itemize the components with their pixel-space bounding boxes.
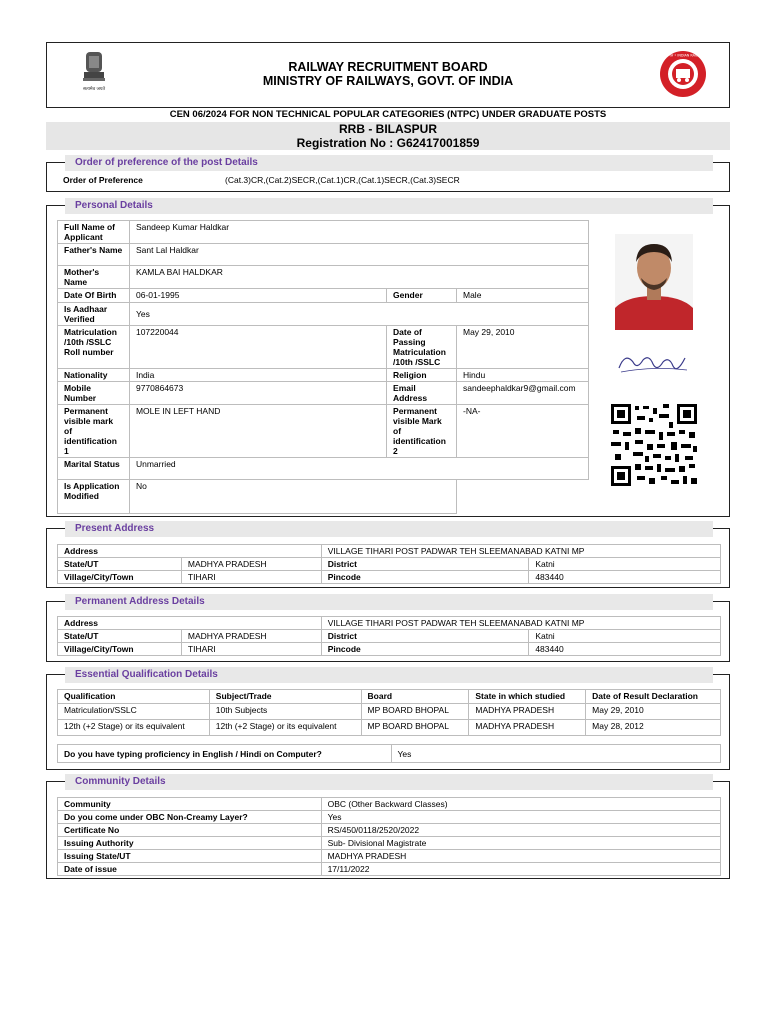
qr-code: [609, 402, 699, 488]
personal-table: Full Name of Applicant Sandeep Kumar Haldkar Father's Name Sant Lal Haldkar Mother's Name KAMLA BAI HALDKAR Date Of Birth 06-01-1995 Gender Male Is Aadhaar Verified Yes Matriculation /10th /SSLC Roll number 107220044 Date of Passing Matriculation /10th /SSLC May 29, 2010 Nationality India Religion Hindu Mobile Number 9770864673 Email Address sandeephaldkar9@gmail.com Permanent visible mark of identification 1 MOLE IN LEFT HAND Permanent visible Mark of identification 2 -NA- Marital Status Unmarried Is Application Modified No: [57, 220, 589, 514]
applicant-photo: [615, 234, 693, 330]
typing-table: Do you have typing proficiency in English / Hindi on Computer? Yes: [57, 744, 721, 763]
svg-text:सत्यमेव जयते: सत्यमेव जयते: [82, 87, 106, 92]
rrb-name: RRB - BILASPUR: [339, 122, 437, 136]
qualification-section: [46, 669, 730, 770]
section-title: Present Address: [65, 521, 713, 537]
table-row: Community OBC (Other Backward Classes): [58, 798, 721, 811]
section-title: Permanent Address Details: [65, 594, 713, 610]
registration-number: Registration No : G62417001859: [296, 136, 480, 150]
permanent-address-section: [46, 596, 730, 662]
community-section: [46, 776, 730, 879]
preference-section: [46, 157, 730, 192]
table-row: Do you come under OBC Non-Creamy Layer? Yes: [58, 811, 721, 824]
board-title: RAILWAY RECRUITMENT BOARD: [288, 60, 488, 74]
section-title: Essential Qualification Details: [65, 667, 713, 683]
present-address-section: [46, 523, 730, 588]
table-row: Certificate No RS/450/0118/2520/2022: [58, 824, 721, 837]
preference-value: (Cat.3)CR,(Cat.2)SECR,(Cat.1)CR,(Cat.1)SECR,(Cat.3)SECR: [225, 175, 460, 185]
table-row: Matriculation/SSLC 10th Subjects MP BOARD BHOPAL MADHYA PRADESH May 29, 2010: [58, 704, 721, 720]
section-title: Community Details: [65, 774, 713, 790]
document-header: [46, 42, 730, 108]
qualification-table: Qualification Subject/Trade Board State in which studied Date of Result Declaration Matriculation/SSLC 10th Subjects MP BOARD BHOPAL MADHYA PRADESH May 29, 2010 12th (+2 Stage) or its equivalent 12th (+2 Stage) or its equivalent MP BOARD BHOPAL MADHYA PRADESH May 28, 2012: [57, 689, 721, 736]
svg-text:भारतीय रेल • INDIAN RAILWAYS: भारतीय रेल • INDIAN RAILWAYS: [659, 53, 707, 58]
indian-railways-logo-icon: [659, 50, 707, 98]
table-row: Date of issue 17/11/2022: [58, 863, 721, 876]
ministry-title: MINISTRY OF RAILWAYS, GOVT. OF INDIA: [262, 74, 514, 88]
personal-section: [46, 200, 730, 517]
table-row: Issuing State/UT MADHYA PRADESH: [58, 850, 721, 863]
section-title: Order of preference of the post Details: [65, 155, 713, 171]
applicant-signature: [613, 346, 693, 380]
preference-label: Order of Preference: [63, 175, 143, 185]
present-address-table: Address VILLAGE TIHARI POST PADWAR TEH SLEEMANABAD KATNI MP State/UT MADHYA PRADESH District Katni Village/City/Town TIHARI Pincode 483440: [57, 544, 721, 584]
table-row: 12th (+2 Stage) or its equivalent 12th (+2 Stage) or its equivalent MP BOARD BHOPAL MADHYA PRADESH May 28, 2012: [58, 720, 721, 736]
permanent-address-table: Address VILLAGE TIHARI POST PADWAR TEH SLEEMANABAD KATNI MP State/UT MADHYA PRADESH District Katni Village/City/Town TIHARI Pincode 483440: [57, 616, 721, 656]
rrb-band: [46, 122, 730, 150]
cen-notice: CEN 06/2024 FOR NON TECHNICAL POPULAR CATEGORIES (NTPC) UNDER GRADUATE POSTS: [169, 109, 607, 120]
community-table: [57, 797, 721, 876]
section-title: Personal Details: [65, 198, 713, 214]
table-row: Issuing Authority Sub- Divisional Magistrate: [58, 837, 721, 850]
